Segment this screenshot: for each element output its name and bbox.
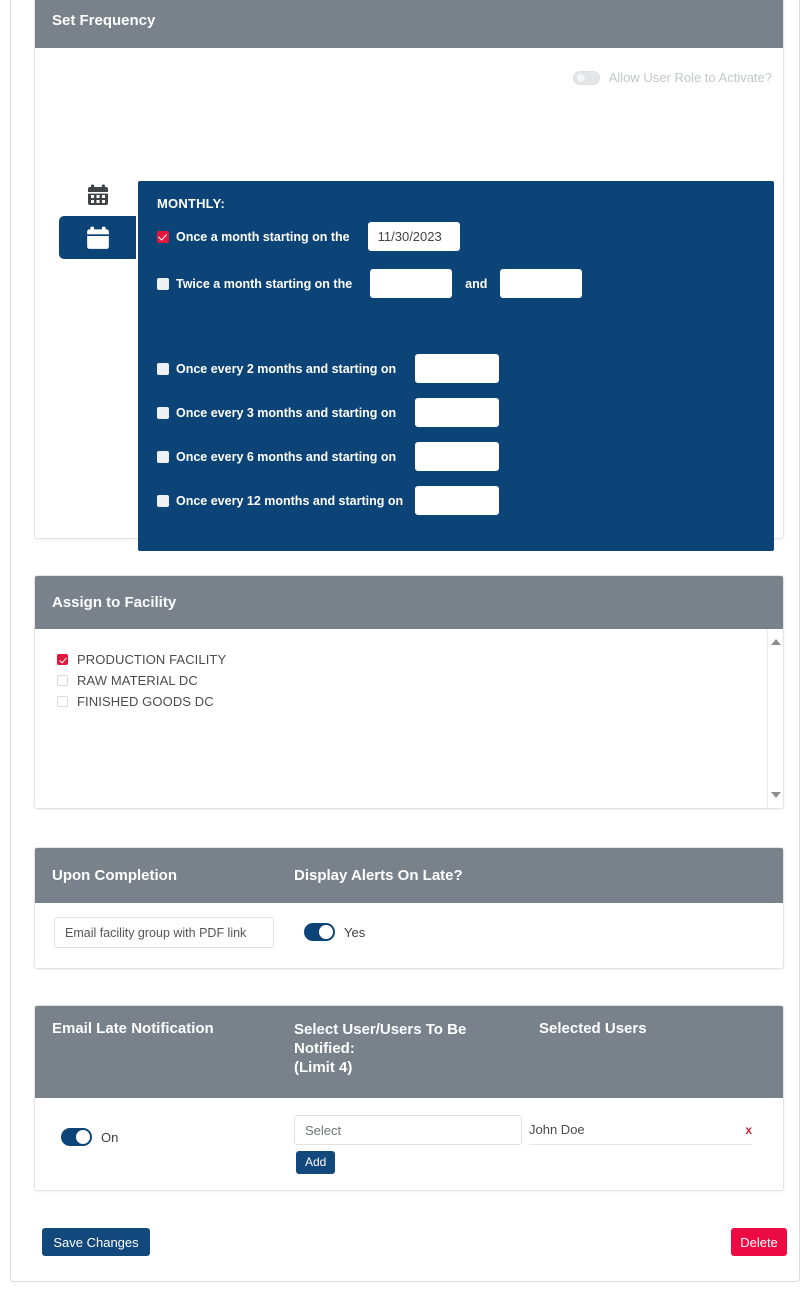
upon-completion-title: Upon Completion [52,867,177,884]
monthly-panel-title: MONTHLY: [157,196,226,211]
calendar-month-tab[interactable] [59,216,136,259]
checkbox-every-2-months[interactable] [157,363,169,375]
monthly-frequency-panel [138,181,774,551]
set-frequency-title: Set Frequency [52,11,156,29]
select-users-line1: Select User/Users To Be [294,1021,467,1038]
select-users-line2: Notified: [294,1040,355,1057]
email-late-notification-body [35,1098,783,1190]
checkbox-raw-material-dc[interactable] [57,675,68,686]
option-row-once-a-month [157,222,460,251]
label-and: and [465,276,488,291]
scroll-down-icon[interactable] [771,792,781,798]
display-alerts-title: Display Alerts On Late? [294,867,463,884]
label-every-12-months: Once every 12 months and starting on [176,493,404,508]
label-finished-goods-dc: FINISHED GOODS DC [77,694,214,709]
email-notification-state-label: On [101,1129,119,1145]
facility-list [35,629,783,808]
date-input-twice-a-month-second[interactable] [500,269,582,298]
assign-to-facility-title: Assign to Facility [52,594,177,611]
date-input-twice-a-month-first[interactable] [370,269,452,298]
email-late-notification-header [35,1006,783,1098]
list-item[interactable] [57,649,783,670]
display-alerts-toggle[interactable] [304,923,335,941]
assign-to-facility-card [34,575,784,809]
list-item[interactable] [57,670,783,691]
date-input-every-6-months[interactable] [415,442,499,471]
add-user-button[interactable]: Add [296,1151,335,1174]
email-late-notification-title: Email Late Notification [52,1020,214,1037]
checkbox-every-6-months[interactable] [157,451,169,463]
selected-user-name: John Doe [529,1122,585,1137]
checkbox-production-facility[interactable] [57,654,68,665]
user-select-dropdown[interactable]: Select [294,1115,522,1145]
label-raw-material-dc: RAW MATERIAL DC [77,673,198,688]
allow-user-role-label: Allow User Role to Activate? [608,70,772,85]
email-late-notification-card [34,1005,784,1191]
remove-user-icon[interactable]: x [745,1122,752,1137]
selected-users-title: Selected Users [539,1020,647,1037]
display-alerts-toggle-row [304,923,365,941]
delete-button[interactable]: Delete [731,1228,787,1256]
set-frequency-body [35,48,783,539]
email-notification-toggle[interactable] [61,1128,92,1146]
upon-completion-body [35,903,783,969]
label-once-a-month: Once a month starting on the [176,229,350,244]
upon-completion-header [35,848,783,903]
allow-user-role-row [573,70,772,85]
date-input-every-3-months[interactable] [415,398,499,427]
upon-completion-card [34,847,784,969]
date-input-every-2-months[interactable] [415,354,499,383]
page-frame [10,0,800,1282]
option-row-every-12-months [157,486,499,515]
option-row-every-3-months [157,398,499,427]
date-input-once-a-month[interactable]: 11/30/2023 [368,222,460,251]
checkbox-every-3-months[interactable] [157,407,169,419]
date-input-every-12-months[interactable] [415,486,499,515]
select-users-title [294,1020,466,1077]
completion-action-select[interactable]: Email facility group with PDF link [54,917,274,948]
option-row-every-2-months [157,354,499,383]
frequency-tab-rail [59,173,136,259]
label-every-3-months: Once every 3 months and starting on [176,405,397,420]
checkbox-twice-a-month[interactable] [157,278,169,290]
checkbox-every-12-months[interactable] [157,495,169,507]
checkbox-finished-goods-dc[interactable] [57,696,68,707]
label-production-facility: PRODUCTION FACILITY [77,652,227,667]
checkbox-once-a-month[interactable] [157,231,169,243]
select-users-line3: (Limit 4) [294,1059,353,1076]
calendar-month-icon [85,225,111,251]
save-changes-button[interactable]: Save Changes [42,1228,150,1256]
calendar-grid-tab[interactable] [59,173,136,216]
scroll-up-icon[interactable] [771,639,781,645]
assign-to-facility-header [35,576,783,629]
option-row-every-6-months [157,442,499,471]
email-notification-toggle-row [61,1128,118,1146]
label-twice-a-month: Twice a month starting on the [176,276,353,291]
display-alerts-state-label: Yes [344,924,366,940]
option-row-twice-a-month [157,269,582,298]
label-every-6-months: Once every 6 months and starting on [176,449,397,464]
list-item[interactable] [57,691,783,712]
label-every-2-months: Once every 2 months and starting on [176,361,397,376]
set-frequency-header [35,0,783,48]
set-frequency-card [34,0,784,539]
selected-user-row [529,1115,752,1145]
calendar-grid-icon [86,183,110,207]
allow-user-role-toggle[interactable] [573,71,600,85]
facility-list-scrollbar[interactable] [767,629,783,808]
